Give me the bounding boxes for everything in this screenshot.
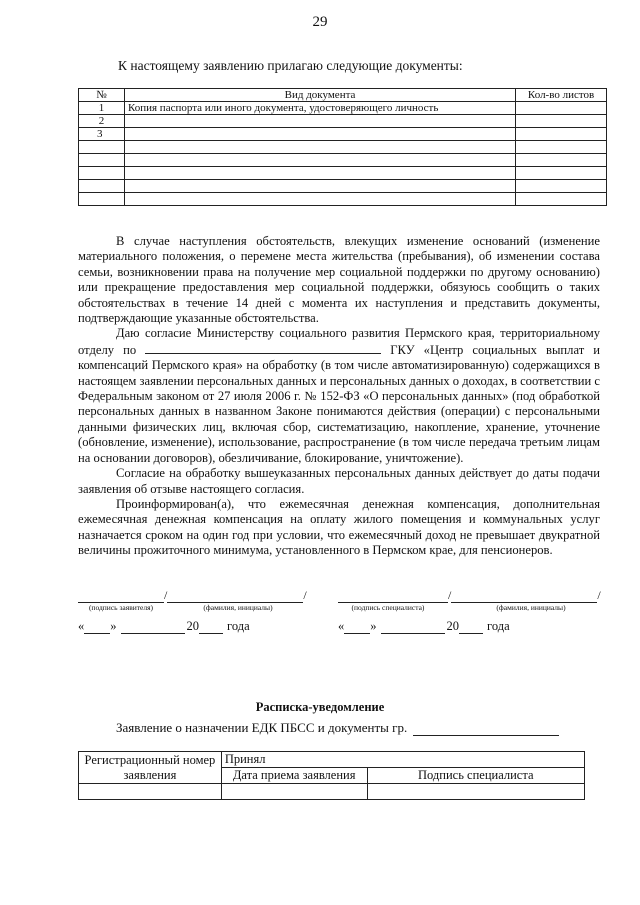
- applicant-signature-block: / / (подпись заявителя) (фамилия, инициалы): [78, 588, 312, 612]
- information-paragraph: Проинформирован(а), что ежемесячная денежная компенсация, дополнительная ежемесячная денежная компенсация на оплату жилого помещения и коммунальных услуг назначается сроком на один год при условии, что ежемесячный доход не превышает двукратной величины прожиточного минимума, установленного в Пермском крае, для пенсионеров.: [78, 496, 600, 558]
- table-row: [79, 128, 607, 141]
- doc-type-cell[interactable]: [124, 167, 515, 180]
- specialist-signature-label: (подпись специалиста): [351, 603, 425, 612]
- applicant-name-field[interactable]: [167, 588, 303, 603]
- table-row: [79, 180, 607, 193]
- specialist-name-label: (фамилия, инициалы): [496, 603, 566, 612]
- row-number: 1: [79, 102, 125, 115]
- table-row: [79, 102, 607, 115]
- table-header-row: [79, 89, 607, 102]
- obligation-paragraph: В случае наступления обстоятельств, влекущих изменение оснований (изменение материального положения, о перемене места жительства (пребывания), об изменении состава семьи, возникновении права на получение мер социальной поддержки по другому основанию) или прекращение предоставления мер социальной поддержки, обязуюсь сообщить о таких обстоятельствах в течение 14 дней с момента их наступления и представить документы, подтверждающие указанные обстоятельства.: [78, 234, 600, 326]
- acceptance-date-field[interactable]: [221, 784, 367, 800]
- pages-cell[interactable]: [516, 193, 607, 206]
- statement-body: [78, 234, 600, 559]
- applicant-date-line: « » 20 года: [78, 619, 250, 633]
- col-doc-type-header: Вид документа: [124, 89, 515, 102]
- row-number: [79, 141, 125, 154]
- specialist-name-field[interactable]: [451, 588, 597, 603]
- attachments-intro: К настоящему заявлению прилагаю следующие документы:: [118, 58, 463, 73]
- specialist-date-line: « » 20 года: [338, 619, 510, 633]
- table-row: [79, 193, 607, 206]
- receipt-title: Расписка-уведомление: [255, 700, 385, 714]
- day-field[interactable]: [84, 619, 110, 634]
- col-pages-header: Кол-во листов: [516, 89, 607, 102]
- reg-number-label: Регистрационный номер заявления: [79, 752, 222, 784]
- receipt-line: Заявление о назначении ЕДК ПБСС и документы гр.: [116, 720, 559, 736]
- specialist-signature-field[interactable]: [338, 588, 448, 603]
- pages-cell[interactable]: [516, 115, 607, 128]
- table-row: [79, 115, 607, 128]
- year-field[interactable]: [459, 619, 483, 634]
- pages-cell[interactable]: [516, 167, 607, 180]
- pages-cell[interactable]: [516, 128, 607, 141]
- pages-cell[interactable]: [516, 102, 607, 115]
- specialist-signature-block: / / (подпись специалиста) (фамилия, инициалы): [338, 588, 608, 612]
- consent-text-b: ГКУ «Центр социальных выплат и компенсаций Пермского края» на обработку (в том числе автоматизированную) содержащихся в настоящем заявлении персональных данных и персональных данных о доходах, в соответствии с Федеральным законом от 27 июля 2006 г. № 152-ФЗ «О персональных данных» (под обработкой персональных данных в названном Законе понимаются действия (операции) с персональными данными физических лиц, включая сбор, систематизацию, накопление, хранение, уточнение (обновление, изменение), использование, распространение (в том числе передача третьим лицам на основании договоров), обезличивание, блокирование, уничтожение).: [78, 342, 601, 465]
- table-row: [79, 141, 607, 154]
- pages-cell[interactable]: [516, 154, 607, 167]
- applicant-name-field[interactable]: [413, 721, 559, 736]
- row-number: [79, 193, 125, 206]
- consent-validity-paragraph: Согласие на обработку вышеуказанных персональных данных действует до даты подачи заявления об отзыве настоящего согласия.: [78, 466, 600, 496]
- territorial-department-field[interactable]: [145, 342, 381, 354]
- doc-type-cell[interactable]: [124, 180, 515, 193]
- specialist-sign-label: Подпись специалиста: [367, 768, 584, 784]
- pages-cell[interactable]: [516, 141, 607, 154]
- applicant-name-label: (фамилия, инициалы): [203, 603, 273, 612]
- month-field[interactable]: [121, 619, 185, 634]
- row-number: 2: [79, 115, 125, 128]
- table-row: [79, 154, 607, 167]
- doc-type-cell[interactable]: Копия паспорта или иного документа, удостоверяющего личность: [124, 102, 515, 115]
- col-number-header: №: [79, 89, 125, 102]
- page-number: 29: [312, 14, 328, 30]
- month-field[interactable]: [381, 619, 445, 634]
- year-field[interactable]: [199, 619, 223, 634]
- documents-table: [78, 88, 607, 206]
- consent-text-a: Даю согласие Министерству социального развития Пермского края, территориальному отделу по: [78, 326, 600, 357]
- applicant-signature-label: (подпись заявителя): [88, 603, 154, 612]
- reg-number-field[interactable]: [79, 784, 222, 800]
- pages-cell[interactable]: [516, 180, 607, 193]
- row-number: [79, 180, 125, 193]
- consent-paragraph: [78, 326, 600, 466]
- applicant-signature-field[interactable]: [78, 588, 164, 603]
- row-number: [79, 167, 125, 180]
- row-number: 3: [79, 128, 125, 141]
- doc-type-cell[interactable]: [124, 193, 515, 206]
- accepted-label: Принял: [221, 752, 584, 768]
- doc-type-cell[interactable]: [124, 128, 515, 141]
- day-field[interactable]: [344, 619, 370, 634]
- doc-type-cell[interactable]: [124, 154, 515, 167]
- receipt-table: [78, 751, 585, 800]
- specialist-sign-field[interactable]: [367, 784, 584, 800]
- doc-type-cell[interactable]: [124, 115, 515, 128]
- row-number: [79, 154, 125, 167]
- table-row: [79, 167, 607, 180]
- date-label: Дата приема заявления: [221, 768, 367, 784]
- doc-type-cell[interactable]: [124, 141, 515, 154]
